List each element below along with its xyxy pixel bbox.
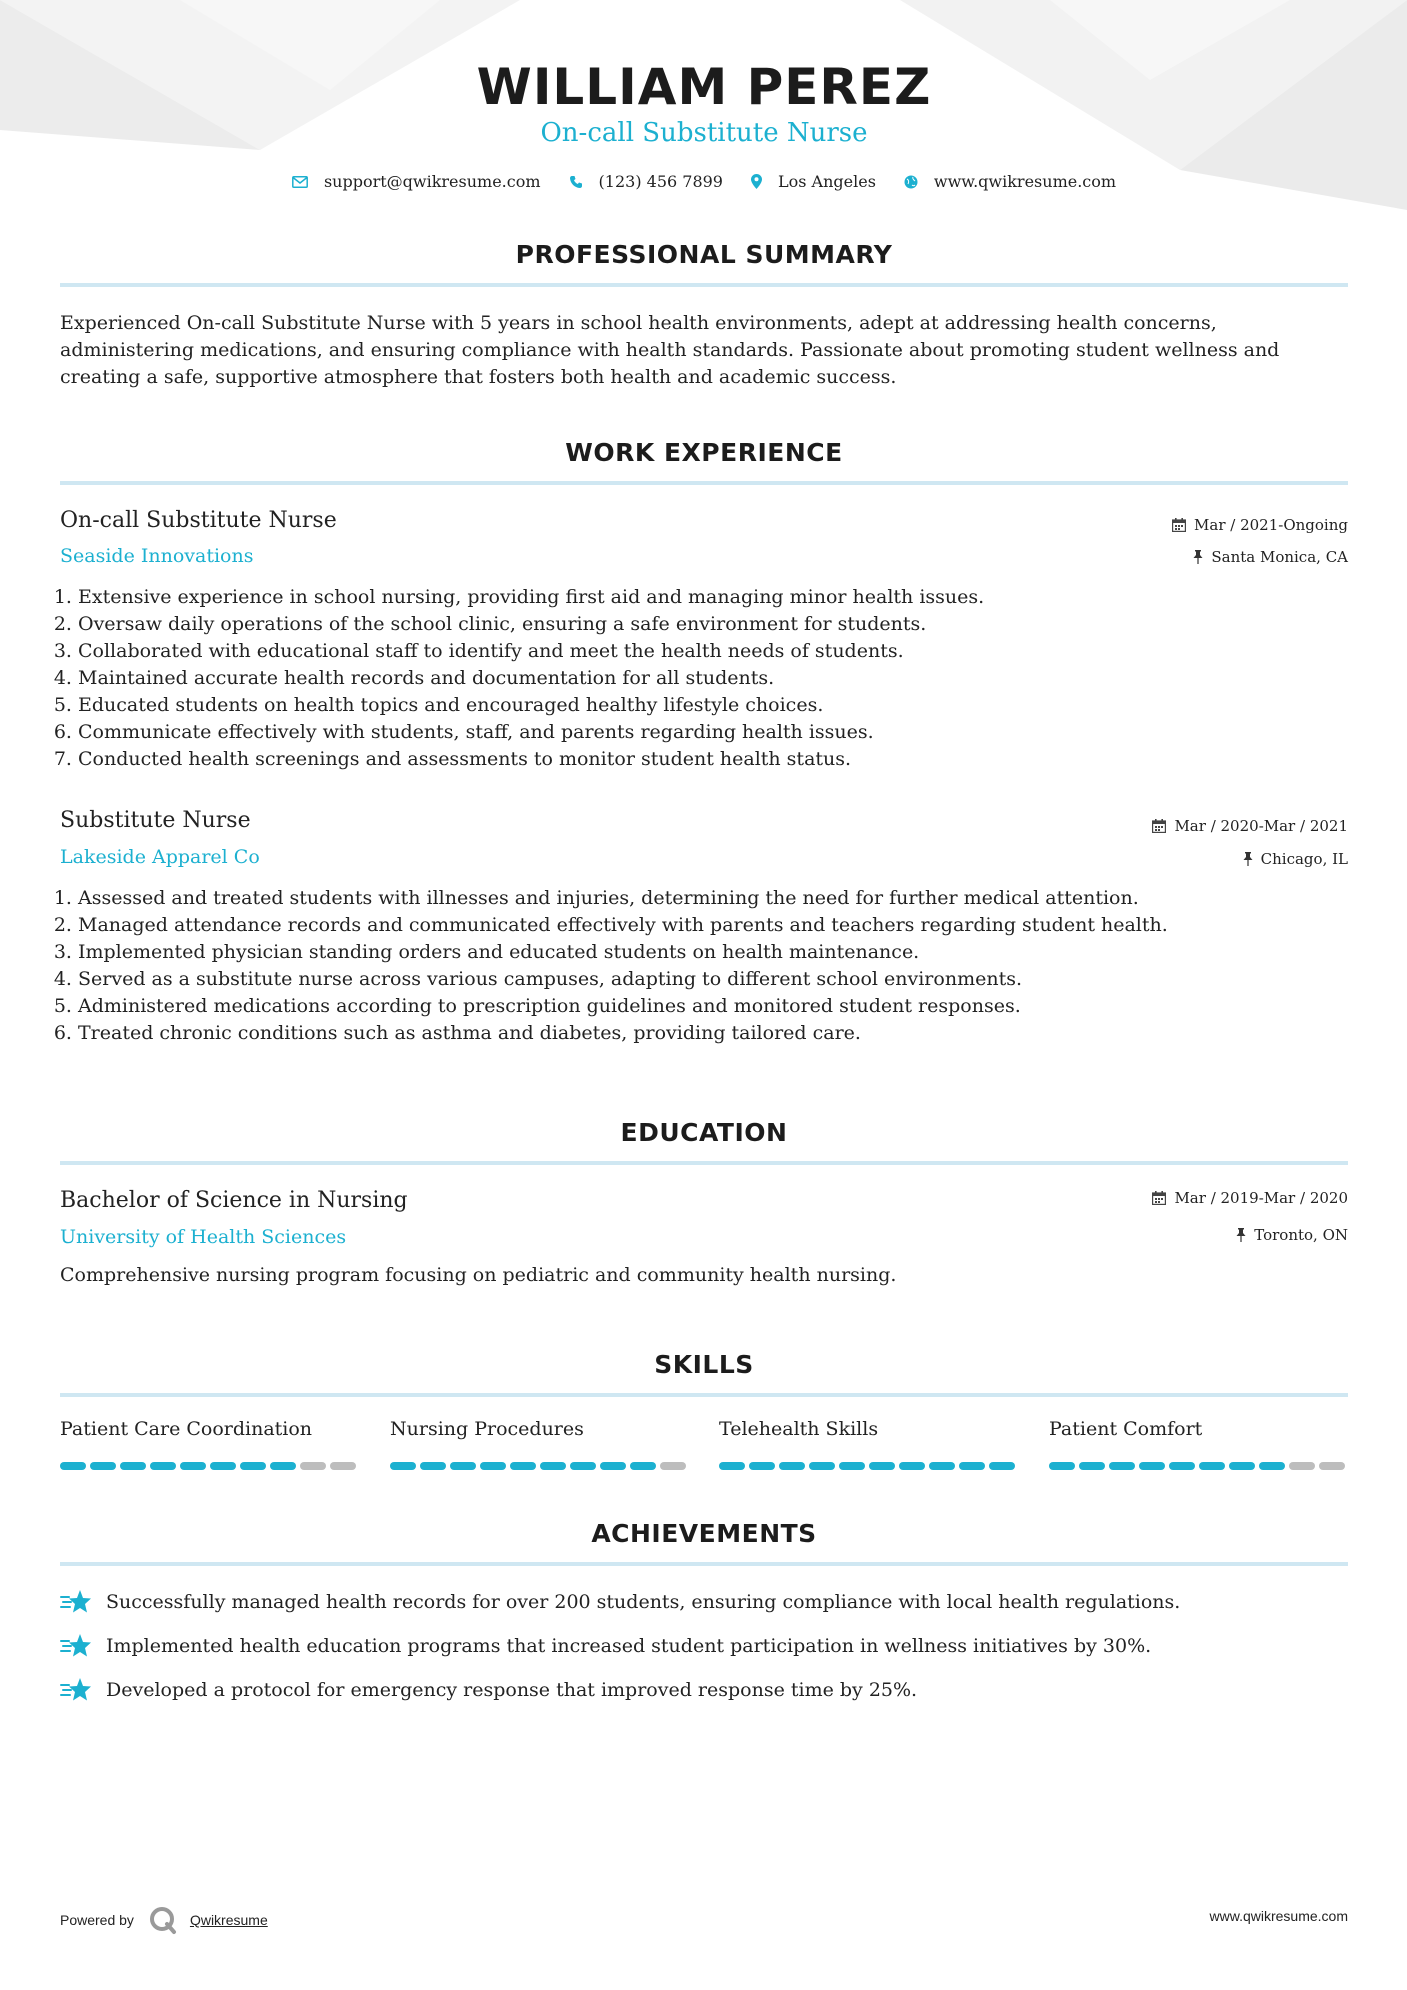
skill-item xyxy=(1049,1418,1349,1470)
skill-rating-bar xyxy=(1049,1462,1349,1470)
powered-by-label: Powered by xyxy=(60,1912,134,1928)
skill-segment-filled xyxy=(1199,1462,1225,1470)
contact-location xyxy=(751,172,876,191)
footer xyxy=(60,1900,1348,1940)
skill-segment-empty xyxy=(1319,1462,1345,1470)
education-school[interactable]: University of Health Sciences xyxy=(60,1226,347,1248)
skill-segment-filled xyxy=(510,1462,536,1470)
contact-phone[interactable] xyxy=(569,172,723,191)
skill-segment-filled xyxy=(180,1462,206,1470)
list-item: 7. Conducted health screenings and assessments to monitor student health status. xyxy=(78,746,1348,773)
skill-segment-empty xyxy=(1289,1462,1315,1470)
education-degree: Bachelor of Science in Nursing xyxy=(60,1188,408,1213)
job-1-company[interactable]: Seaside Innovations xyxy=(60,545,254,567)
skill-segment-filled xyxy=(1169,1462,1195,1470)
summary-heading: PROFESSIONAL SUMMARY xyxy=(515,240,893,269)
skill-segment-empty xyxy=(300,1462,326,1470)
education-location-text: Toronto, ON xyxy=(1254,1226,1348,1244)
job-1-location xyxy=(1193,548,1348,566)
skill-segment-filled xyxy=(719,1462,745,1470)
skill-segment-filled xyxy=(899,1462,925,1470)
skill-segment-filled xyxy=(1229,1462,1255,1470)
list-item: 2. Managed attendance records and communicated effectively with parents and teachers regarding student health. xyxy=(78,912,1348,939)
skill-segment-filled xyxy=(809,1462,835,1470)
job-1-dates xyxy=(1172,516,1348,534)
calendar-icon xyxy=(1152,819,1166,833)
skill-segment-filled xyxy=(90,1462,116,1470)
globe-icon xyxy=(904,175,918,189)
skill-segment-filled xyxy=(480,1462,506,1470)
skill-segment-filled xyxy=(450,1462,476,1470)
skill-item xyxy=(719,1418,1019,1470)
education-dates xyxy=(1152,1189,1348,1207)
skill-name: Nursing Procedures xyxy=(390,1418,584,1440)
skill-name: Patient Comfort xyxy=(1049,1418,1203,1440)
skill-segment-filled xyxy=(210,1462,236,1470)
job-2-title: Substitute Nurse xyxy=(60,808,251,833)
envelope-icon xyxy=(292,176,308,188)
skill-segment-filled xyxy=(390,1462,416,1470)
education-location xyxy=(1236,1226,1348,1244)
skill-rating-bar xyxy=(60,1462,360,1470)
skill-segment-filled xyxy=(570,1462,596,1470)
job-1-title: On-call Substitute Nurse xyxy=(60,508,337,533)
job-2-dates xyxy=(1152,817,1348,835)
skill-name: Telehealth Skills xyxy=(719,1418,879,1440)
education-dates-text: Mar / 2019-Mar / 2020 xyxy=(1174,1189,1348,1207)
job-2-company[interactable]: Lakeside Apparel Co xyxy=(60,846,260,868)
contact-email[interactable] xyxy=(292,172,541,191)
skill-segment-filled xyxy=(60,1462,86,1470)
summary-divider xyxy=(60,283,1348,287)
list-item: 1. Extensive experience in school nursing, providing first aid and managing minor health issues. xyxy=(78,584,1348,611)
skill-segment-filled xyxy=(839,1462,865,1470)
skill-segment-filled xyxy=(989,1462,1015,1470)
experience-heading: WORK EXPERIENCE xyxy=(565,438,843,467)
skill-item xyxy=(60,1418,360,1470)
shooting-star-icon xyxy=(60,1588,92,1616)
skill-segment-filled xyxy=(1259,1462,1285,1470)
education-heading: EDUCATION xyxy=(620,1118,788,1147)
footer-website[interactable]: www.qwikresume.com xyxy=(1209,1908,1348,1924)
pushpin-icon xyxy=(1243,852,1253,866)
map-pin-icon xyxy=(751,174,762,189)
contact-phone-text: (123) 456 7899 xyxy=(598,172,723,191)
achievement-item xyxy=(60,1632,1348,1660)
qwikresume-link[interactable]: Qwikresume xyxy=(189,1912,268,1928)
qwikresume-logo-icon xyxy=(148,1905,178,1935)
achievement-item xyxy=(60,1588,1348,1616)
shooting-star-icon xyxy=(60,1676,92,1704)
education-divider xyxy=(60,1161,1348,1165)
skills-heading: SKILLS xyxy=(654,1350,754,1379)
job-1-location-text: Santa Monica, CA xyxy=(1211,548,1348,566)
skill-segment-filled xyxy=(1049,1462,1075,1470)
contact-website[interactable] xyxy=(904,172,1116,191)
job-2-location xyxy=(1243,850,1348,868)
achievements-heading: ACHIEVEMENTS xyxy=(591,1519,817,1548)
powered-by xyxy=(60,1905,268,1935)
list-item: 3. Collaborated with educational staff to identify and meet the health needs of students. xyxy=(78,638,1348,665)
candidate-title: On-call Substitute Nurse xyxy=(540,118,868,148)
job-1-duties xyxy=(60,584,1348,773)
pushpin-icon xyxy=(1193,550,1203,564)
achievement-item xyxy=(60,1676,1348,1704)
skill-segment-empty xyxy=(660,1462,686,1470)
job-1-dates-text: Mar / 2021-Ongoing xyxy=(1194,516,1348,534)
skill-segment-filled xyxy=(420,1462,446,1470)
skill-name: Patient Care Coordination xyxy=(60,1418,313,1440)
skill-segment-filled xyxy=(959,1462,985,1470)
skills-divider xyxy=(60,1393,1348,1397)
contact-website-text: www.qwikresume.com xyxy=(933,172,1117,191)
job-2-location-text: Chicago, IL xyxy=(1260,850,1348,868)
achievement-text: Implemented health education programs that increased student participation in wellness initiatives by 30%. xyxy=(106,1635,1152,1657)
list-item: 6. Treated chronic conditions such as asthma and diabetes, providing tailored care. xyxy=(78,1020,1348,1047)
skill-segment-filled xyxy=(150,1462,176,1470)
calendar-icon xyxy=(1172,518,1186,532)
skill-segment-filled xyxy=(1139,1462,1165,1470)
job-2-dates-text: Mar / 2020-Mar / 2021 xyxy=(1174,817,1348,835)
contact-location-text: Los Angeles xyxy=(777,172,876,191)
skill-item xyxy=(390,1418,690,1470)
list-item: 3. Implemented physician standing orders and educated students on health maintenance. xyxy=(78,939,1348,966)
skill-segment-filled xyxy=(270,1462,296,1470)
skill-segment-empty xyxy=(330,1462,356,1470)
list-item: 4. Served as a substitute nurse across various campuses, adapting to different school environments. xyxy=(78,966,1348,993)
list-item: 1. Assessed and treated students with illnesses and injuries, determining the need for further medical attention. xyxy=(78,885,1348,912)
candidate-name: WILLIAM PEREZ xyxy=(476,58,932,116)
list-item: 4. Maintained accurate health records and documentation for all students. xyxy=(78,665,1348,692)
achievement-text: Successfully managed health records for over 200 students, ensuring compliance with local health regulations. xyxy=(106,1591,1181,1613)
skill-segment-filled xyxy=(1079,1462,1105,1470)
job-2-duties xyxy=(60,885,1348,1047)
summary-text: Experienced On-call Substitute Nurse with 5 years in school health environments, adept at addressing health concerns, administering medications, and ensuring compliance with health standards. Passionate about promoting student wellness and creating a safe, supportive atmosphere that fosters both health and academic success. xyxy=(60,312,1280,388)
pushpin-icon xyxy=(1236,1228,1246,1242)
skill-rating-bar xyxy=(719,1462,1019,1470)
skill-segment-filled xyxy=(1109,1462,1135,1470)
skill-segment-filled xyxy=(779,1462,805,1470)
skill-segment-filled xyxy=(749,1462,775,1470)
skill-segment-filled xyxy=(240,1462,266,1470)
list-item: 6. Communicate effectively with students, staff, and parents regarding health issues. xyxy=(78,719,1348,746)
skill-segment-filled xyxy=(929,1462,955,1470)
shooting-star-icon xyxy=(60,1632,92,1660)
achievement-text: Developed a protocol for emergency response that improved response time by 25%. xyxy=(106,1679,918,1701)
contact-bar xyxy=(60,172,1348,191)
contact-email-text: support@qwikresume.com xyxy=(323,172,541,191)
list-item: 5. Administered medications according to prescription guidelines and monitored student responses. xyxy=(78,993,1348,1020)
list-item: 2. Oversaw daily operations of the school clinic, ensuring a safe environment for students. xyxy=(78,611,1348,638)
calendar-icon xyxy=(1152,1191,1166,1205)
skill-segment-filled xyxy=(600,1462,626,1470)
experience-divider xyxy=(60,481,1348,485)
skill-rating-bar xyxy=(390,1462,690,1470)
skill-segment-filled xyxy=(120,1462,146,1470)
achievements-divider xyxy=(60,1562,1348,1566)
education-description: Comprehensive nursing program focusing on pediatric and community health nursing. xyxy=(60,1264,897,1286)
skill-segment-filled xyxy=(869,1462,895,1470)
phone-icon xyxy=(569,175,583,189)
skill-segment-filled xyxy=(630,1462,656,1470)
list-item: 5. Educated students on health topics and encouraged healthy lifestyle choices. xyxy=(78,692,1348,719)
skill-segment-filled xyxy=(540,1462,566,1470)
